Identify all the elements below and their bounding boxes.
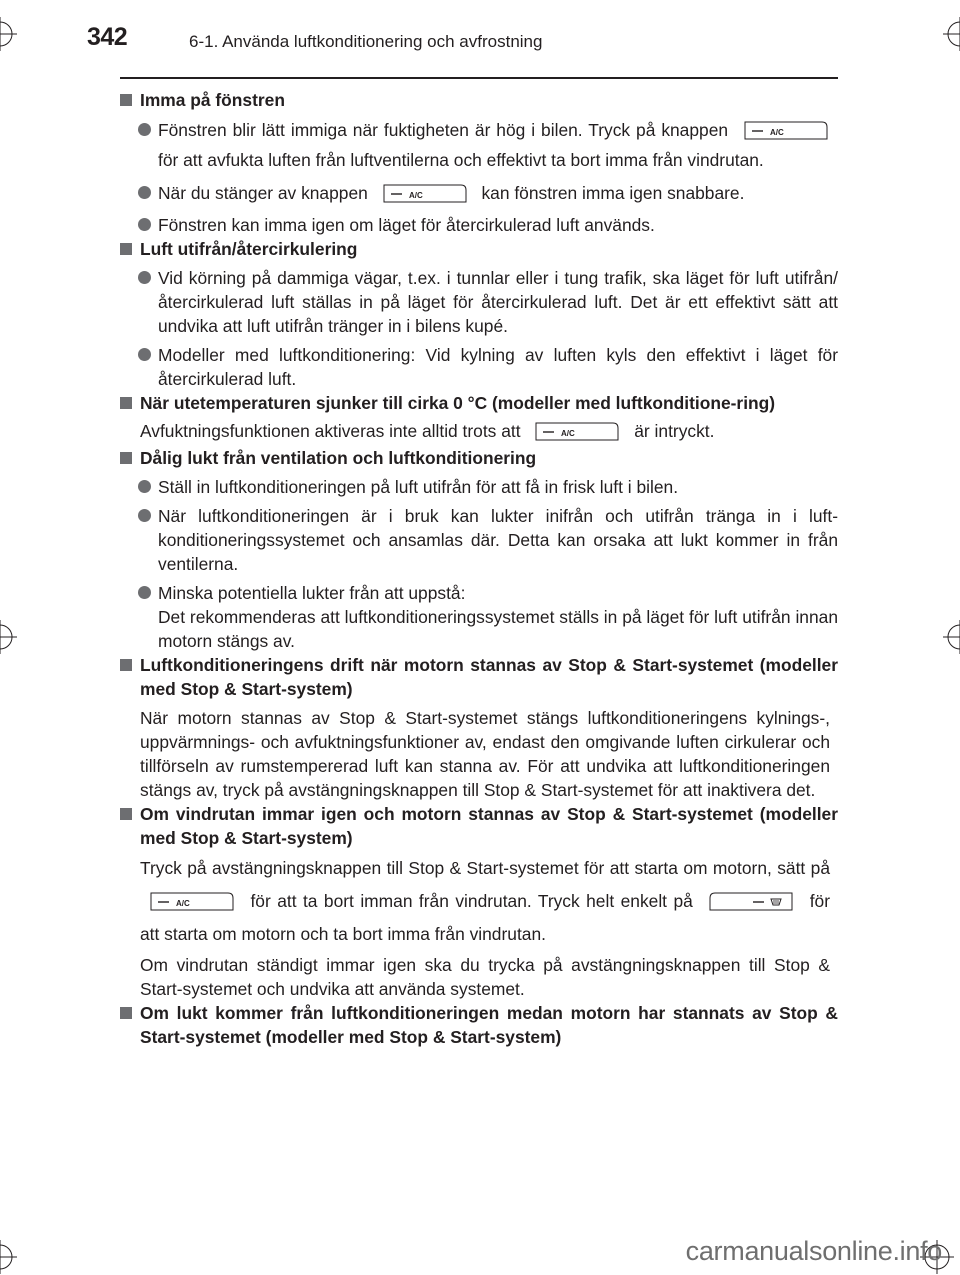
section-lukt-stop-start — [118, 1001, 838, 1049]
svg-text:A/C: A/C — [561, 429, 576, 438]
section-body: När motorn stannas av Stop & Start-systemet stängs luftkonditioneringens kylnings-, uppvärmnings- och avfuktningsfunktioner av, endast den omgivande luften cirkulerar och tillförseln av rumstempererad luft kan stanna av. För att undvika att luftkonditioneringen stängs av, tryck på avstängningsknappen till Stop & Start-systemet för att inaktivera det. — [140, 708, 830, 800]
section-luft-utifran — [118, 237, 838, 391]
square-bullet-icon — [120, 397, 132, 409]
header-rule — [120, 77, 838, 79]
page-number: 342 — [87, 23, 128, 51]
crop-mark-middle-left — [0, 620, 17, 654]
section-heading: Imma på fönstren — [118, 88, 838, 112]
crop-mark-middle-right — [943, 620, 960, 654]
ac-button-icon — [383, 183, 467, 203]
svg-text:A/C: A/C — [176, 899, 190, 908]
round-bullet-icon — [138, 123, 151, 136]
section-heading: Dålig lukt från ventilation och luftkonditionering — [118, 446, 838, 470]
crop-mark-bottom-left — [0, 1240, 17, 1274]
section-heading: Luftkonditioneringens drift när motorn stannas av Stop & Start-systemet (modeller med Stop & Start-system) — [118, 653, 838, 701]
section-heading: Om vindrutan immar igen och motorn stannas av Stop & Start-systemet (modeller med Stop & Start-system) — [118, 802, 838, 850]
section-heading: När utetemperaturen sjunker till cirka 0 °C (modeller med luftkonditione-ring) — [118, 391, 838, 415]
section-dalig-lukt — [118, 446, 838, 653]
square-bullet-icon — [120, 452, 132, 464]
section-utetemperatur — [118, 391, 838, 446]
round-bullet-icon — [138, 348, 151, 361]
svg-text:A/C: A/C — [769, 128, 784, 137]
bullet-item: När luftkonditioneringen är i bruk kan lukter inifrån och utifrån tränga in i luft-konditioneringssystemet och ansamlas där. Detta kan orsaka att lukt kommer in från ventilerna. — [118, 504, 838, 576]
chapter-title: 6-1. Använda luftkonditionering och avfrostning — [189, 32, 543, 51]
square-bullet-icon — [120, 243, 132, 255]
crop-mark-top-left — [0, 17, 17, 51]
round-bullet-icon — [138, 586, 151, 599]
section-body: Tryck på avstängningsknappen till Stop & Start-systemet för att starta om motorn, sätt på A/C för att ta bort imman från vindrutan. Tryck helt enkelt på för att starta om motorn och ta bort imma från vindrutan. — [140, 858, 831, 944]
section-stop-start-drift — [118, 653, 838, 802]
square-bullet-icon — [120, 808, 132, 820]
ac-button-icon — [744, 120, 828, 140]
section-body: Avfuktningsfunktionen aktiveras inte alltid trots att A/C är intryckt. — [140, 421, 715, 441]
bullet-item: Minska potentiella lukter från att uppstå: Det rekommenderas att luftkonditioneringssystemet ställs in på läget för luft utifrån innan motorn stängs av. — [118, 581, 838, 653]
ac-button-icon — [535, 421, 619, 441]
square-bullet-icon — [120, 94, 132, 106]
crop-mark-top-right — [943, 17, 960, 51]
svg-text:A/C: A/C — [408, 191, 423, 200]
round-bullet-icon — [138, 271, 151, 284]
bullet-item: Fönstren blir lätt immiga när fuktigheten är hög i bilen. Tryck på knappen A/C för att avfukta luften från luftventilerna och effektivt ta bort imma från vindrutan. — [118, 115, 838, 175]
section-heading: Om lukt kommer från luftkonditioneringen medan motorn har stannats av Stop & Start-systemet (modeller med Stop & Start-system) — [118, 1001, 838, 1049]
bullet-item: Fönstren kan imma igen om läget för återcirkulerad luft används. — [118, 213, 838, 237]
bullet-item: Vid körning på dammiga vägar, t.ex. i tunnlar eller i tung trafik, ska läget för luft utifrån/återcirkulerad luft ställas in på läget för återcirkulerad luft. Det är ett effektivt sätt att undvika att luft utifrån tränger in i bilens kupé. — [118, 266, 838, 338]
square-bullet-icon — [120, 1007, 132, 1019]
round-bullet-icon — [138, 480, 151, 493]
round-bullet-icon — [138, 186, 151, 199]
page-header — [87, 22, 837, 62]
section-heading: Luft utifrån/återcirkulering — [118, 237, 838, 261]
page-content — [118, 88, 838, 1049]
bullet-item: Modeller med luftkonditionering: Vid kylning av luften kyls den effektivt i läget för återcirkulerad luft. — [118, 343, 838, 391]
front-defroster-button-icon — [709, 891, 793, 911]
bullet-item: Ställ in luftkonditioneringen på luft utifrån för att få in frisk luft i bilen. — [118, 475, 838, 499]
round-bullet-icon — [138, 218, 151, 231]
section-body: Om vindrutan ständigt immar igen ska du trycka på avstängningsknappen till Stop & Start-systemet och undvika att använda systemet. — [140, 955, 830, 999]
watermark: carmanualsonline.info — [685, 1236, 942, 1266]
ac-button-icon — [150, 891, 234, 911]
section-vindruta-immar — [118, 802, 838, 1001]
section-imma — [118, 88, 838, 237]
round-bullet-icon — [138, 509, 151, 522]
square-bullet-icon — [120, 659, 132, 671]
bullet-item: När du stänger av knappen A/C kan fönstren imma igen snabbare. — [118, 178, 838, 208]
